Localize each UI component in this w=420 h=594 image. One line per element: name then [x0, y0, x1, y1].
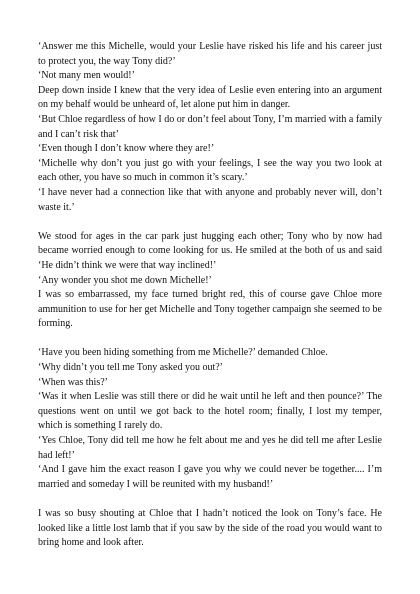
- paragraph-17: I was so busy shouting at Chloe that I hadn’t noticed the look on Tony’s face. He looked like a little lost lamb that if you saw by the side of the road you would want to bring home and look after.: [38, 508, 382, 549]
- paragraph-12: ‘Why didn’t you tell me Tony asked you out?’: [38, 362, 224, 374]
- paragraph-2: ‘Not many men would!’: [38, 70, 135, 82]
- paragraph-16: ‘And I gave him the exact reason I gave you why we could never be together.... I’m married and someday I will be reunited with my husband!’: [38, 464, 382, 490]
- paragraph-11: ‘Have you been hiding something from me Michelle?’ demanded Chloe.: [38, 347, 328, 359]
- paragraph-1: ‘Answer me this Michelle, would your Leslie have risked his life and his career just to protect you, the way Tony did?’: [38, 41, 382, 67]
- paragraph-7: ‘I have never had a connection like that with anyone and probably never will, don’t waste it.’: [38, 186, 382, 213]
- paragraph-9: ‘Any wonder you shot me down Michelle!’: [38, 274, 212, 286]
- paragraph-8: We stood for ages in the car park just hugging each other; Tony who by now had became worried enough to come looking for us. He smiled at the both of us and said ‘He didn’t think we were that way inclined!’: [38, 230, 382, 271]
- paragraph-3: Deep down inside I knew that the very idea of Leslie even entering into an argument on my behalf would be unheard of, let alone put him in danger.: [38, 84, 382, 111]
- paragraph-13: ‘When was this?’: [38, 376, 108, 388]
- paragraph-6: ‘Michelle why don’t you just go with your feelings, I see the way you two look at each other, you have so much in common it’s scary.’: [38, 157, 382, 184]
- paragraph-14: ‘Was it when Leslie was still there or did he wait until he left and then pounce?’ The questions went on until we got back to the hotel room; finally, I lost my temper, which is something I rarely do.: [38, 391, 382, 432]
- paragraph-10: I was so embarrassed, my face turned bright red, this of course gave Chloe more ammunition to use for her get Michelle and Tony together campaign she seemed to be forming.: [38, 289, 382, 330]
- paragraph-5: ‘Even though I don’t know where they are!’: [38, 143, 215, 155]
- paragraph-4: ‘But Chloe regardless of how I do or don’t feel about Tony, I’m married with a family and I can’t risk that’: [38, 113, 382, 140]
- paragraph-15: ‘Yes Chloe, Tony did tell me how he felt about me and yes he did tell me after Leslie had left!’: [38, 435, 382, 461]
- document-page: [38, 40, 382, 551]
